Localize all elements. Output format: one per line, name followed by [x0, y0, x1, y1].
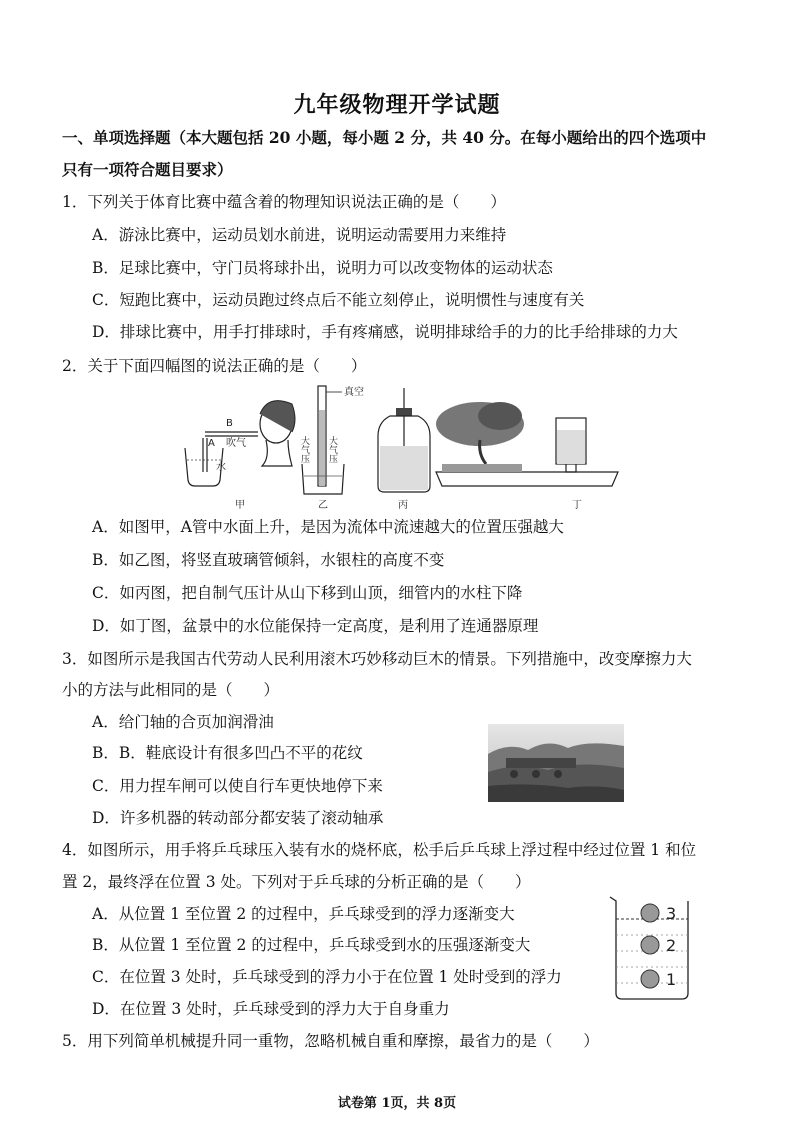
question-4-option-a[interactable]: A．从位置 1 至位置 2 的过程中，乒乓球受到的浮力逐渐变大 — [92, 905, 515, 923]
question-3-stem-cont: 小的方法与此相同的是（ ） — [62, 681, 280, 699]
figure-yi — [299, 385, 364, 511]
question-4-option-d[interactable]: D．在位置 3 处时，乒乓球受到的浮力大于自身重力 — [92, 1000, 450, 1018]
question-2-option-c[interactable]: C．如丙图，把自制气压计从山下移到山顶，细管内的水柱下降 — [92, 584, 523, 602]
jia-label-water: 水 — [216, 462, 226, 473]
page-footer: 试卷第 1页，共 8页 — [337, 1096, 457, 1111]
figure-bing — [378, 388, 430, 511]
yi-label-air-left: 大气压 — [299, 436, 309, 463]
question-1-stem: 1．下列关于体育比赛中蕴含着的物理知识说法正确的是（ ） — [62, 193, 506, 211]
question-3-option-a[interactable]: A．给门轴的合页加润滑油 — [92, 713, 274, 731]
question-5-stem: 5．用下列简单机械提升同一重物，忽略机械自重和摩擦，最省力的是（ ） — [62, 1032, 599, 1050]
yi-label-vacuum: 真空 — [344, 387, 364, 398]
figure-ding — [436, 402, 618, 511]
ball-position-1: 1 — [666, 970, 677, 989]
question-2-option-a[interactable]: A．如图甲，A管中水面上升，是因为流体中流速越大的位置压强越大 — [92, 518, 564, 536]
jia-label-a: A — [208, 438, 215, 449]
question-4-stem-cont: 置 2，最终浮在位置 3 处。下列对于乒乓球的分析正确的是（ ） — [62, 873, 531, 891]
question-4-stem: 4．如图所示，用手将乒乓球压入装有水的烧杯底，松手后乒乓球上浮过程中经过位置 1 和位 — [62, 841, 697, 859]
question-1-option-a[interactable]: A．游泳比赛中，运动员划水前进，说明运动需要用力来维持 — [92, 226, 507, 244]
section-heading: 一、单项选择题（本大题包括 20 小题，每小题 2 分，共 40 分。在每小题给出的四个选项中 — [62, 128, 707, 147]
question-3-option-d[interactable]: D．许多机器的转动部分都安装了滚动轴承 — [92, 809, 384, 827]
question-1-option-d[interactable]: D．排球比赛中，用手打排球时，手有疼痛感，说明排球给手的力的比手给排球的力大 — [92, 323, 678, 341]
figure-label-yi: 乙 — [318, 500, 328, 511]
question-3-option-c[interactable]: C．用力捏车闸可以使自行车更快地停下来 — [92, 777, 383, 795]
figure-jia — [185, 401, 295, 511]
question-3-stem: 3．如图所示是我国古代劳动人民利用滚木巧妙移动巨木的情景。下列措施中，改变摩擦力大 — [62, 650, 692, 668]
question-1-option-b[interactable]: B．足球比赛中，守门员将球扑出，说明力可以改变物体的运动状态 — [92, 259, 553, 277]
ball-position-3: 3 — [666, 904, 677, 923]
section-heading-cont: 只有一项符合题目要求） — [62, 160, 233, 179]
question-4-option-c[interactable]: C．在位置 3 处时，乒乓球受到的浮力小于在位置 1 处时受到的浮力 — [92, 968, 562, 986]
question-2-figure — [180, 380, 620, 515]
question-2-option-d[interactable]: D．如丁图，盆景中的水位能保持一定高度，是利用了连通器原理 — [92, 617, 539, 635]
question-3-option-b[interactable]: B．B．鞋底设计有很多凹凸不平的花纹 — [92, 744, 363, 762]
question-2-stem: 2．关于下面四幅图的说法正确的是（ ） — [62, 357, 367, 375]
question-3-photo — [488, 724, 624, 802]
question-4-option-b[interactable]: B．从位置 1 至位置 2 的过程中，乒乓球受到水的压强逐渐变大 — [92, 936, 531, 954]
jia-label-b: B — [226, 418, 233, 429]
jia-label-blow: 吹气 — [226, 438, 246, 449]
question-1-option-c[interactable]: C．短跑比赛中，运动员跑过终点后不能立刻停止，说明惯性与速度有关 — [92, 291, 585, 309]
yi-label-air-right: 大气压 — [327, 436, 337, 463]
page-title: 九年级物理开学试题 — [293, 92, 501, 118]
question-2-option-b[interactable]: B．如乙图，将竖直玻璃管倾斜，水银柱的高度不变 — [92, 551, 445, 569]
figure-label-jia: 甲 — [235, 500, 245, 511]
figure-label-bing: 丙 — [398, 500, 408, 511]
figure-label-ding: 丁 — [572, 500, 582, 511]
question-4-beaker-figure — [606, 893, 700, 1005]
ball-position-2: 2 — [666, 936, 677, 955]
